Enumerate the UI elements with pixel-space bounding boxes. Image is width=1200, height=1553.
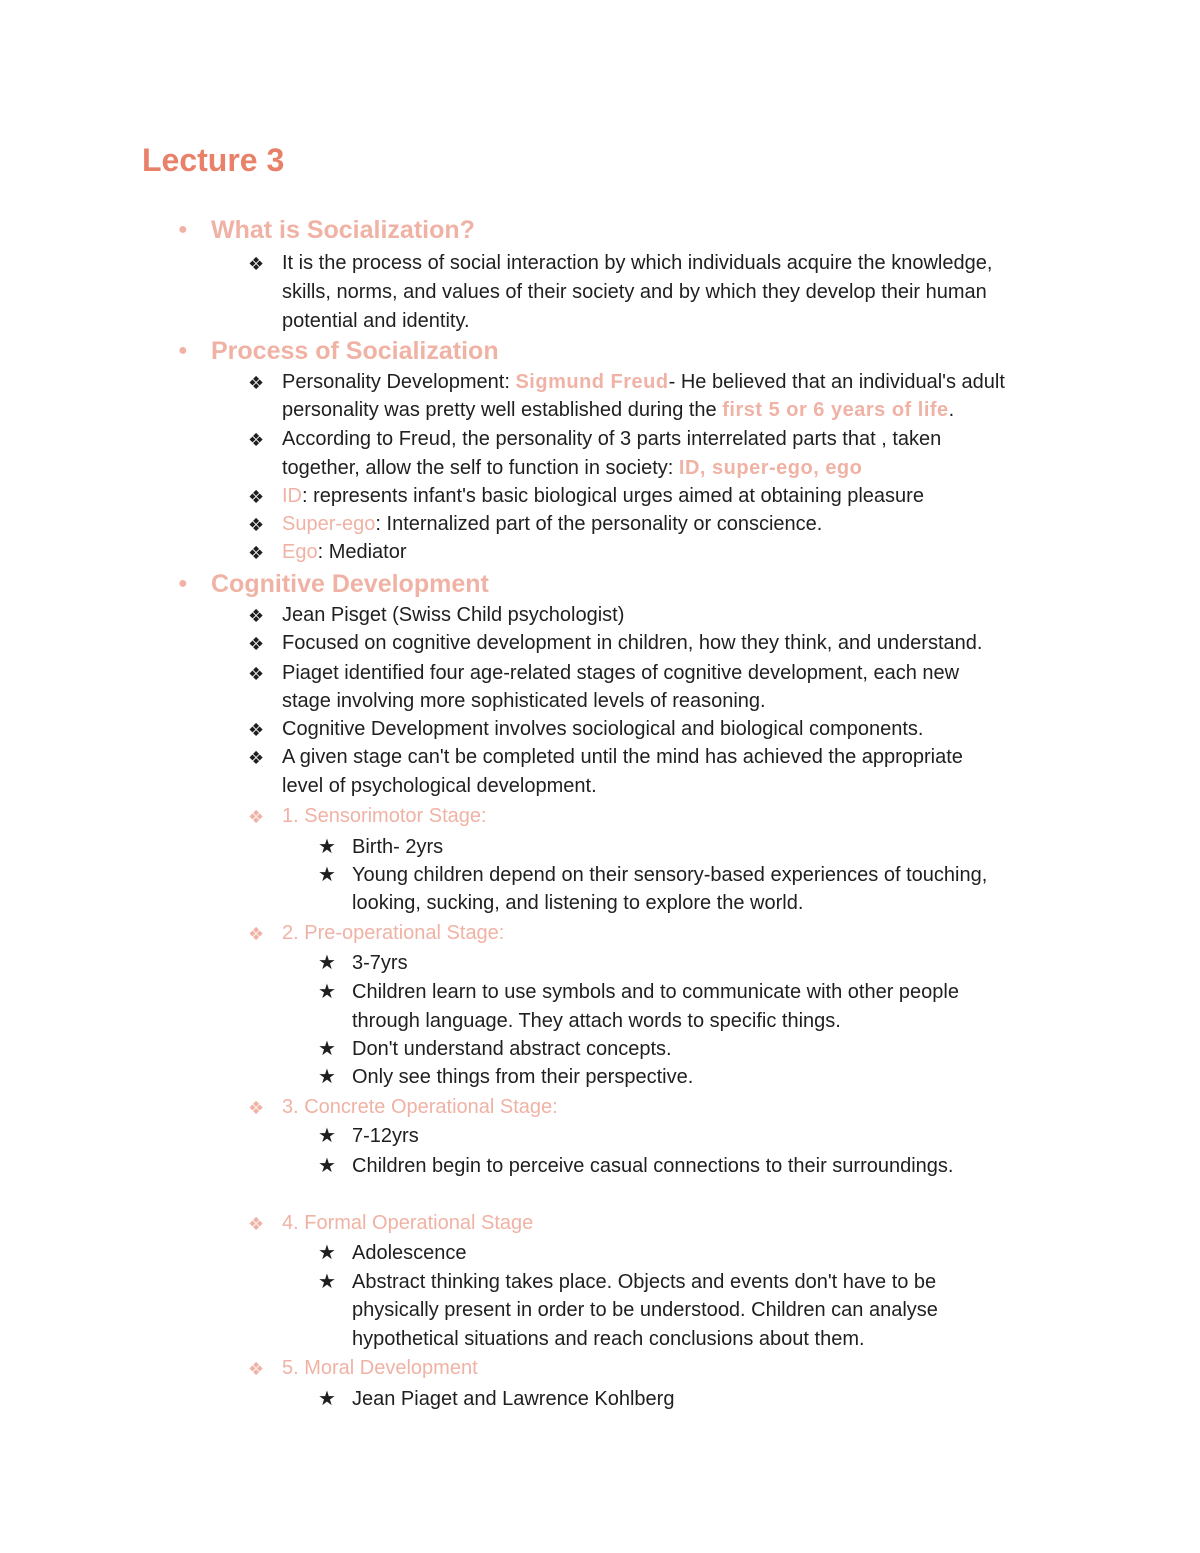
diamond-bullet-icon: ❖ [248,373,265,393]
diamond-bullet-icon: ❖ [248,606,265,626]
star-bullet-icon: ★ [318,1125,336,1147]
stage-heading-concrete: 3. Concrete Operational Stage: [282,1096,558,1118]
diamond-bullet-icon: ❖ [248,430,265,450]
highlight-name: Sigmund Freud [515,371,669,393]
diamond-bullet-icon: ❖ [248,664,265,684]
list-item: Piaget identified four age-related stages of cognitive development, each new [282,662,960,684]
bullet-dot-icon: ● [178,221,188,238]
list-item: Jean Piaget and Lawrence Kohlberg [352,1388,675,1410]
list-item-continued [282,396,954,424]
highlight-years: first 5 or 6 years of life [722,399,949,421]
list-item-continued: stage involving more sophisticated levels of reasoning. [282,690,766,712]
bullet-dot-icon: ● [178,575,188,592]
list-item-continued: physically present in order to be understood. Children can analyse [352,1299,938,1321]
diamond-bullet-icon: ❖ [248,515,265,535]
list-item: Young children depend on their sensory-based experiences of touching, [352,864,988,886]
text: . [948,399,955,421]
term: Ego [282,541,318,563]
list-item: 7-12yrs [352,1125,419,1147]
page-title: Lecture 3 [142,142,285,178]
diamond-bullet-icon: ❖ [248,1098,265,1118]
list-item-continued: looking, sucking, and listening to explore the world. [352,892,804,914]
list-item: Children learn to use symbols and to communicate with other people [352,981,959,1003]
text: Personality Development: [282,371,516,393]
text: : Internalized part of the personality or conscience. [375,513,823,535]
list-item-continued: level of psychological development. [282,775,597,797]
diamond-bullet-icon: ❖ [248,1359,265,1379]
paragraph-line: potential and identity. [282,310,470,332]
list-item: Jean Pisget (Swiss Child psychologist) [282,604,625,626]
list-item: Only see things from their perspective. [352,1066,694,1088]
star-bullet-icon: ★ [318,1242,336,1264]
list-item-continued: through language. They attach words to specific things. [352,1010,841,1032]
list-item: Birth- 2yrs [352,836,444,858]
star-bullet-icon: ★ [318,1066,336,1088]
list-item [282,538,407,566]
list-item [282,482,924,510]
star-bullet-icon: ★ [318,836,336,858]
diamond-bullet-icon: ❖ [248,487,265,507]
star-bullet-icon: ★ [318,981,336,1003]
diamond-bullet-icon: ❖ [248,720,265,740]
diamond-bullet-icon: ❖ [248,543,265,563]
text: together, allow the self to function in society: [282,457,679,479]
term: ID [282,485,302,507]
list-item: Children begin to perceive casual connections to their surroundings. [352,1155,954,1177]
paragraph-line: It is the process of social interaction by which individuals acquire the knowledge, [282,252,993,274]
diamond-bullet-icon: ❖ [248,924,265,944]
star-bullet-icon: ★ [318,1271,336,1293]
section-heading-cognitive: Cognitive Development [211,570,489,598]
list-item [282,510,822,538]
star-bullet-icon: ★ [318,1038,336,1060]
star-bullet-icon: ★ [318,952,336,974]
list-item: Adolescence [352,1242,467,1264]
list-item: 3-7yrs [352,952,408,974]
bullet-dot-icon: ● [178,342,188,359]
list-item-continued: hypothetical situations and reach conclusions about them. [352,1328,865,1350]
highlight-terms: ID, super-ego, ego [678,457,863,479]
stage-heading-formal: 4. Formal Operational Stage [282,1212,534,1234]
star-bullet-icon: ★ [318,1155,336,1177]
section-heading-process: Process of Socialization [211,337,499,365]
stage-heading-preoperational: 2. Pre-operational Stage: [282,922,505,944]
section-heading-socialization: What is Socialization? [211,216,475,244]
diamond-bullet-icon: ❖ [248,1214,265,1234]
list-item [282,368,1005,396]
diamond-bullet-icon: ❖ [248,748,265,768]
star-bullet-icon: ★ [318,1388,336,1410]
text: personality was pretty well established during the [282,399,723,421]
text: - He believed that an individual's adult [668,371,1005,393]
list-item: Abstract thinking takes place. Objects and events don't have to be [352,1271,937,1293]
diamond-bullet-icon: ❖ [248,634,265,654]
stage-heading-moral: 5. Moral Development [282,1357,478,1379]
star-bullet-icon: ★ [318,864,336,886]
list-item: Cognitive Development involves sociological and biological components. [282,718,924,740]
paragraph-line: skills, norms, and values of their society and by which they develop their human [282,281,987,303]
list-item: According to Freud, the personality of 3 parts interrelated parts that , taken [282,428,942,450]
diamond-bullet-icon: ❖ [248,807,265,827]
diamond-bullet-icon: ❖ [248,254,265,274]
text: : represents infant's basic biological urges aimed at obtaining pleasure [302,485,924,507]
list-item: Don't understand abstract concepts. [352,1038,672,1060]
term: Super-ego [282,513,376,535]
list-item-continued [282,454,862,482]
text: : Mediator [317,541,407,563]
list-item: Focused on cognitive development in children, how they think, and understand. [282,632,983,654]
list-item: A given stage can't be completed until the mind has achieved the appropriate [282,746,963,768]
stage-heading-sensorimotor: 1. Sensorimotor Stage: [282,805,487,827]
